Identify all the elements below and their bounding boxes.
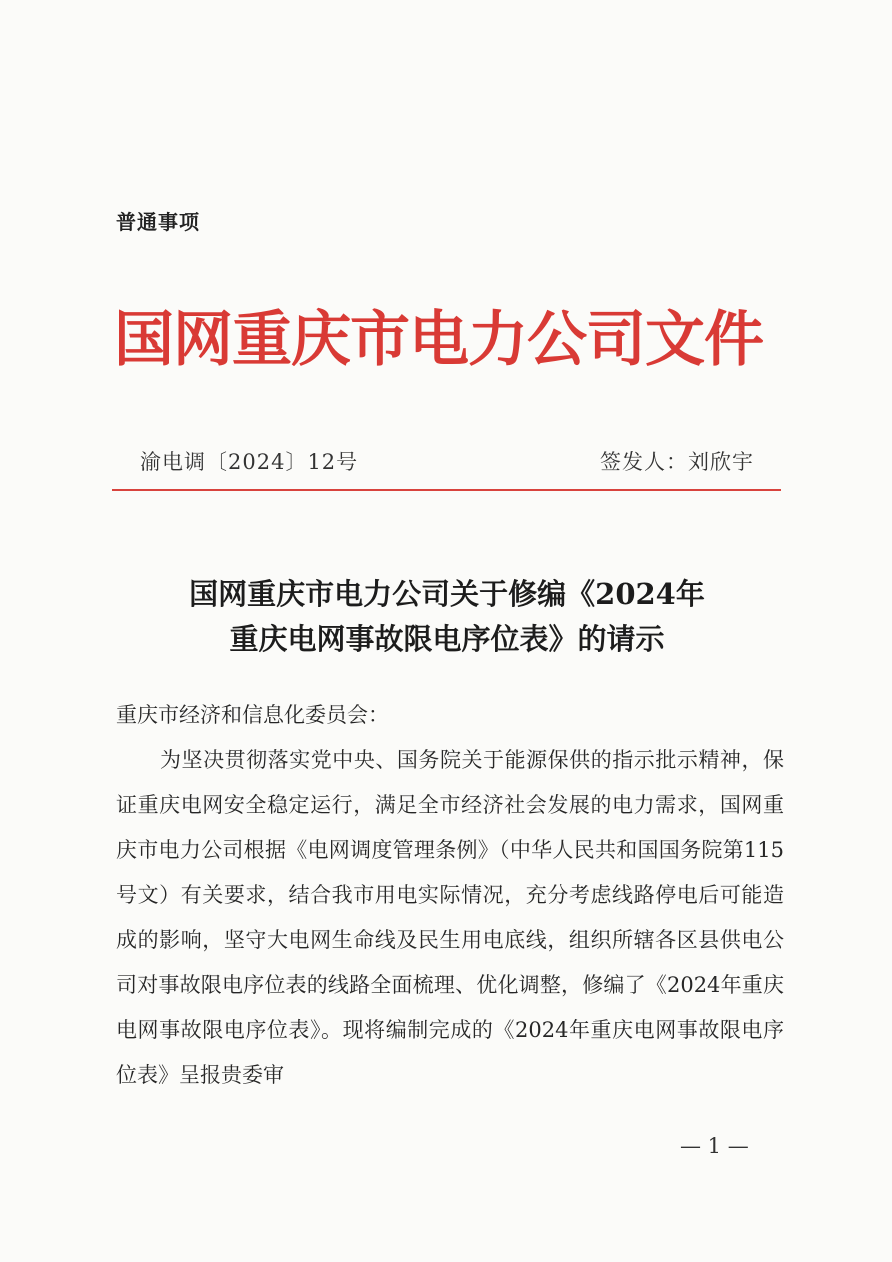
document-title-line-1: 国网重庆市电力公司关于修编《2024年 [189,577,705,611]
classification-label: 普通事项 [116,210,200,234]
document-title-line-2: 重庆电网事故限电序位表》的请示 [229,622,665,656]
signer-label: 签发人：刘欣宇 [600,450,754,474]
page-number: — 1 — [680,1134,749,1158]
issuer-header-title: 国网重庆市电力公司文件 [114,305,763,375]
document-number: 渝电调〔2024〕12号 [140,450,359,474]
addressee: 重庆市经济和信息化委员会： [116,703,389,727]
body-paragraph: 为坚决贯彻落实党中央、国务院关于能源保供的指示批示精神，保证重庆电网安全稳定运行，满足全市经济社会发展的电力需求，国网重庆市电力公司根据《电网调度管理条例》（中华人民共和国国务院第115号文）有关要求，结合我市用电实际情况，充分考虑线路停电后可能造成的影响，坚守大电网生命线及民生用电底线，组织所辖各区县供电公司对事故限电序位表的线路全面梳理、优化调整，修编了《2024年重庆电网事故限电序位表》。现将编制完成的《2024年重庆电网事故限电序位表》呈报贵委审 [116,748,784,1087]
red-divider-line [112,489,781,491]
document-title [112,572,782,662]
